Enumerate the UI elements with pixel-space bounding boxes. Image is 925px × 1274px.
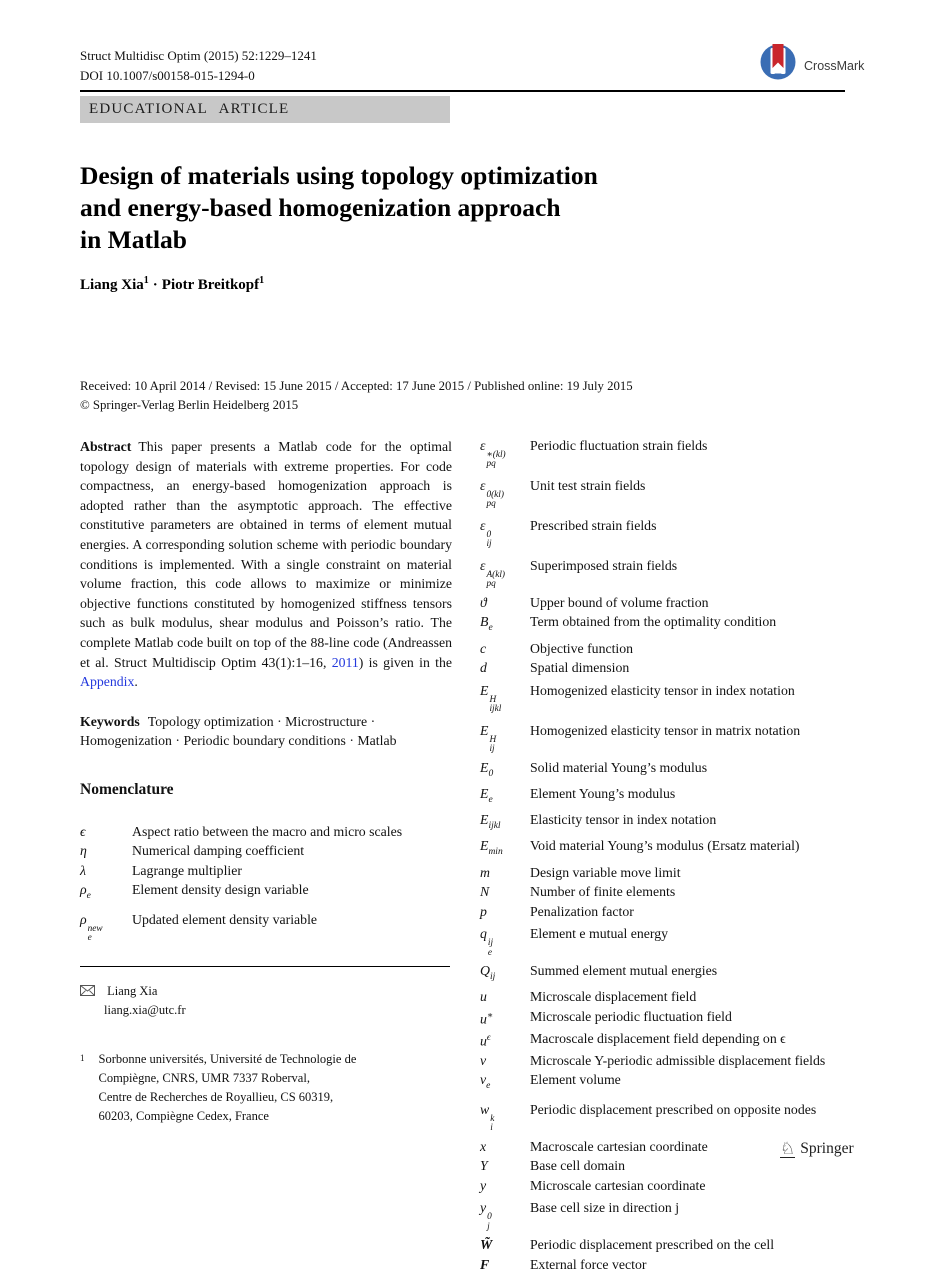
- symbol: ϵ: [80, 823, 86, 839]
- nomenclature-item: [480, 1097, 858, 1137]
- symbol-description: Objective function: [530, 640, 634, 656]
- symbol: E H ijkl: [480, 682, 502, 715]
- nomenclature-item: [80, 907, 452, 947]
- symbol: $v_e$: [480, 1072, 491, 1092]
- symbol: N: [480, 884, 490, 900]
- correspondence-block: [80, 982, 186, 1020]
- affiliation-line-4: 60203, Compiègne Cedex, France: [98, 1109, 269, 1123]
- symbol-description: Element volume: [530, 1072, 621, 1088]
- nomenclature-item: [480, 678, 858, 718]
- nomenclature-item: [480, 1176, 858, 1196]
- symbol-description: Solid material Young’s modulus: [530, 759, 708, 775]
- author-2: Piotr Breitkopf: [161, 277, 260, 293]
- nomenclature-item: [480, 810, 858, 836]
- nomenclature-list-left: [80, 822, 452, 947]
- left-column: [80, 437, 452, 947]
- abstract-text: This paper presents a Matlab code for the optimal topology design of materials with extreme properties. For code compactness, an energy-based homogenization approach is adopted rather than the asymptotic approach. The effective constitutive parameters are obtained in terms of element mutual energies. A corresponding solution scheme with periodic boundary conditions is implemented. With a single constraint on material volume fraction, this code allows to maximize or minimize objective functions constituted by homogenized stiffness tensors such as bulk modulus, shear modulus and Poisson’s ratio. The complete Matlab code built on top of the 88-line code (Andreassen et al. Struct Multidiscip Optim 43(1):1–16,: [80, 439, 452, 670]
- symbol: ε A(kl) pq: [480, 558, 506, 590]
- symbol-description: Element Young’s modulus: [530, 785, 676, 801]
- journal-header: [80, 46, 317, 86]
- title-line-2: and energy-based homogenization approach: [80, 193, 561, 222]
- symbol-description: Term obtained from the optimality condition: [530, 614, 777, 630]
- nomenclature-item: [80, 822, 452, 842]
- symbol: u∗: [480, 1010, 494, 1027]
- citation-2011-link[interactable]: 2011: [331, 654, 359, 670]
- nomenclature-item: [480, 987, 858, 1007]
- symbol: $u^\epsilon$: [480, 1032, 491, 1049]
- symbol: w k i: [480, 1101, 495, 1134]
- symbol-description: Superimposed strain fields: [530, 558, 678, 574]
- nomenclature-item: [480, 882, 858, 902]
- symbol-description: Microscale periodic fluctuation field: [530, 1008, 732, 1024]
- author-separator: ·: [152, 277, 158, 293]
- nomenclature-item: [480, 1070, 858, 1096]
- symbol: y 0 j: [480, 1200, 492, 1232]
- symbol: λ: [80, 862, 86, 878]
- nomenclature-item: [480, 433, 858, 473]
- abstract-paragraph: [80, 437, 452, 692]
- symbol: c: [480, 640, 487, 656]
- symbol-description: Periodic fluctuation strain fields: [530, 438, 708, 454]
- symbol: m: [480, 864, 490, 880]
- symbol: $\rho_e$: [80, 882, 91, 902]
- symbol-description: Periodic displacement prescribed on the cell: [530, 1237, 775, 1253]
- author-line: [80, 275, 264, 294]
- journal-issue-line: Struct Multidisc Optim (2015) 52:1229–1241: [80, 48, 317, 63]
- nomenclature-item: [480, 1255, 858, 1274]
- symbol: E H ij: [480, 722, 497, 755]
- springer-knight-icon: ♘: [780, 1139, 796, 1158]
- symbol: v: [480, 1052, 487, 1068]
- symbol: y: [480, 1177, 487, 1193]
- symbol: $E_e$: [480, 785, 493, 805]
- nomenclature-item: [480, 836, 858, 862]
- title-line-1: Design of materials using topology optimization: [80, 161, 598, 190]
- symbol-description: Updated element density variable: [132, 911, 318, 927]
- symbol: d: [480, 660, 487, 676]
- keywords-block: [80, 712, 452, 751]
- symbol-description: Base cell domain: [530, 1158, 626, 1174]
- nomenclature-item: [480, 1235, 858, 1255]
- author-1-affiliation-mark: 1: [143, 275, 149, 286]
- symbol-description: Numerical damping coefficient: [132, 843, 305, 859]
- symbol: $B_e$: [480, 614, 493, 634]
- nomenclature-item: [480, 1195, 858, 1235]
- abstract-text-cont: ) is given in the: [358, 654, 452, 670]
- affiliation-address: [99, 1050, 357, 1126]
- crossmark-icon: [758, 42, 798, 89]
- nomenclature-item: [480, 473, 858, 513]
- symbol: Y: [480, 1158, 488, 1174]
- title-line-3: in Matlab: [80, 225, 187, 254]
- corresponding-author-name: Liang Xia: [107, 984, 158, 998]
- symbol-description: Base cell size in direction j: [530, 1200, 680, 1216]
- symbol-description: Microscale displacement field: [530, 989, 697, 1005]
- affiliation-line-3: Centre de Recherches de Royallieu, CS 60319,: [98, 1090, 334, 1104]
- publisher-logo: [780, 1140, 854, 1158]
- symbol-description: Penalization factor: [530, 903, 634, 919]
- symbol-description: Number of finite elements: [530, 884, 676, 900]
- nomenclature-item: [480, 718, 858, 758]
- keywords-label: Keywords: [80, 713, 140, 729]
- symbol-description: Aspect ratio between the macro and micro scales: [132, 823, 403, 839]
- symbol-description: Elasticity tensor in index notation: [530, 812, 717, 828]
- copyright-line: © Springer-Verlag Berlin Heidelberg 2015: [80, 398, 299, 412]
- nomenclature-item: [480, 658, 858, 678]
- symbol-description: Microscale Y-periodic admissible displacement fields: [530, 1052, 826, 1068]
- symbol-description: Periodic displacement prescribed on opposite nodes: [530, 1101, 817, 1117]
- history-dates-line: Received: 10 April 2014 / Revised: 15 June 2015 / Accepted: 17 June 2015 / Published online: 19 July 2015: [80, 379, 633, 393]
- nomenclature-item: [480, 921, 858, 961]
- symbol: $E_{min}$: [480, 838, 503, 858]
- symbol-description: External force vector: [530, 1256, 647, 1272]
- publication-history: [80, 377, 633, 415]
- nomenclature-item: [480, 863, 858, 883]
- nomenclature-heading: Nomenclature: [80, 780, 174, 798]
- symbol-description: Homogenized elasticity tensor in matrix notation: [530, 722, 801, 738]
- nomenclature-item: [480, 612, 858, 638]
- symbol-description: Spatial dimension: [530, 660, 630, 676]
- symbol: ϑ: [480, 594, 487, 610]
- symbol: F: [480, 1256, 490, 1272]
- author-1: Liang Xia: [80, 277, 144, 293]
- affiliation-line-1: Sorbonne universités, Université de Technologie de: [98, 1052, 357, 1066]
- envelope-icon: [80, 985, 98, 999]
- nomenclature-item: [480, 593, 858, 613]
- symbol-description: Element e mutual energy: [530, 926, 669, 942]
- corresponding-author-email: liang.xia@utc.fr: [104, 1003, 186, 1017]
- header-rule: [80, 90, 845, 92]
- symbol-description: Macroscale displacement field depending on ϵ: [530, 1030, 786, 1046]
- nomenclature-item: [480, 1156, 858, 1176]
- affiliation-line-2: Compiègne, CNRS, UMR 7337 Roberval,: [98, 1071, 310, 1085]
- symbol: u: [480, 989, 487, 1005]
- footnote-rule: [80, 966, 450, 967]
- symbol: x: [480, 1138, 487, 1154]
- nomenclature-item: [480, 961, 858, 987]
- nomenclature-item: [480, 553, 858, 593]
- article-type-banner: [80, 96, 450, 123]
- crossmark-label: CrossMark: [804, 58, 865, 73]
- nomenclature-item: [480, 513, 858, 553]
- symbol: W̃: [480, 1237, 493, 1253]
- symbol: ρ new e: [80, 911, 103, 944]
- journal-doi-line: DOI 10.1007/s00158-015-1294-0: [80, 68, 255, 83]
- page-title: [80, 160, 598, 256]
- symbol-description: Unit test strain fields: [530, 478, 646, 494]
- abstract-text-end: .: [134, 674, 138, 690]
- symbol: $Q_{ij}$: [480, 963, 496, 982]
- symbol: $E_0$: [480, 759, 494, 779]
- symbol-description: Microscale cartesian coordinate: [530, 1177, 706, 1193]
- symbol-description: Lagrange multiplier: [132, 862, 242, 878]
- symbol-description: Prescribed strain fields: [530, 518, 657, 534]
- affiliation-block: [80, 1050, 356, 1126]
- symbol-description: Homogenized elasticity tensor in index notation: [530, 682, 795, 698]
- nomenclature-item: [480, 1007, 858, 1029]
- crossmark-badge[interactable]: [758, 42, 864, 89]
- affiliation-mark: 1: [80, 1053, 85, 1063]
- symbol: ε 0(kl) pq: [480, 478, 504, 510]
- symbol-description: Upper bound of volume fraction: [530, 594, 709, 610]
- symbol: p: [480, 903, 487, 919]
- abstract-label: Abstract: [80, 439, 132, 454]
- symbol: η: [80, 843, 87, 859]
- symbol-description: Element density design variable: [132, 882, 309, 898]
- nomenclature-item: [480, 784, 858, 810]
- symbol: $E_{ijkl}$: [480, 812, 501, 831]
- symbol: ε 0 ij: [480, 518, 492, 550]
- nomenclature-item: [480, 639, 858, 659]
- nomenclature-item: [480, 902, 858, 922]
- nomenclature-item: [480, 758, 858, 784]
- nomenclature-item: [80, 861, 452, 881]
- symbol: ε ∗(kl) pq: [480, 438, 506, 470]
- article-type-label: EDUCATIONAL ARTICLE: [89, 101, 290, 117]
- keywords-text: Topology optimization · Microstructure · Homogenization · Periodic boundary conditions · Matlab: [80, 713, 397, 749]
- symbol-description: Void material Young’s modulus (Ersatz material): [530, 838, 800, 854]
- publisher-name: Springer: [800, 1140, 854, 1157]
- nomenclature-item: [80, 841, 452, 861]
- symbol: q ij e: [480, 926, 494, 958]
- author-2-affiliation-mark: 1: [259, 275, 265, 286]
- symbol-description: Macroscale cartesian coordinate: [530, 1138, 708, 1154]
- nomenclature-item: [480, 1051, 858, 1071]
- symbol-description: Summed element mutual energies: [530, 963, 718, 979]
- nomenclature-item: [480, 1029, 858, 1051]
- nomenclature-item: [80, 880, 452, 906]
- symbol-description: Design variable move limit: [530, 864, 681, 880]
- appendix-link[interactable]: Appendix: [80, 674, 135, 690]
